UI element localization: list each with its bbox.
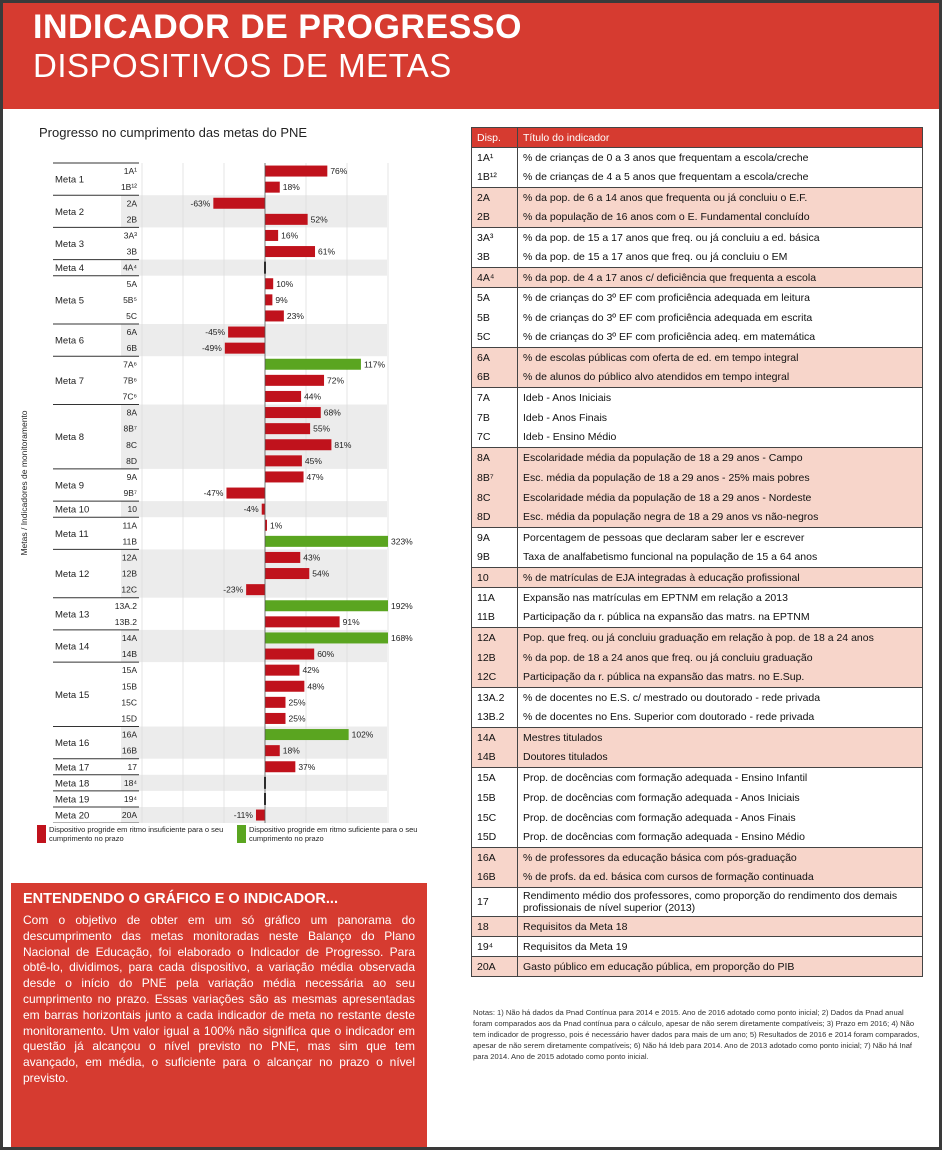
meta-label: Meta 10 — [55, 504, 90, 516]
table-row — [472, 428, 923, 448]
table-row — [472, 668, 923, 688]
indicator-title: Requisitos da Meta 19 — [518, 937, 923, 957]
table-row — [472, 508, 923, 528]
indicator-code: 20A — [472, 957, 518, 977]
indicator-title: Prop. de docências com formação adequada - Ensino Infantil — [518, 768, 923, 788]
indicator-title: Prop. de docências com formação adequada - Ensino Médio — [518, 828, 923, 848]
indicator-code: 15A — [472, 768, 518, 788]
indicator-code: 17 — [472, 888, 518, 917]
value-label: 16% — [281, 230, 299, 241]
indicator-title: % de profs. da ed. básica com cursos de formação continuada — [518, 868, 923, 888]
indicator-title: Prop. de docências com formação adequada - Anos Iniciais — [518, 788, 923, 808]
value-label: -49% — [201, 343, 222, 354]
indicator-label: 15B — [121, 681, 137, 692]
bar — [265, 713, 286, 724]
indicator-code: 11B — [472, 608, 518, 628]
indicator-label: 18⁴ — [123, 777, 137, 788]
indicator-title: % de escolas públicas com oferta de ed. em tempo integral — [518, 348, 923, 368]
meta-label: Meta 15 — [55, 689, 90, 701]
indicator-title: % de docentes no Ens. Superior com doutorado - rede privada — [518, 708, 923, 728]
bar — [262, 504, 265, 515]
table-row — [472, 548, 923, 568]
indicator-label: 2B — [126, 214, 137, 225]
indicator-code: 7C — [472, 428, 518, 448]
indicator-title: Pop. que freq. ou já concluiu graduação em relação à pop. de 18 a 24 anos — [518, 628, 923, 648]
indicator-code: 13B.2 — [472, 708, 518, 728]
bar — [265, 214, 308, 225]
indicator-code: 16A — [472, 848, 518, 868]
value-label: 18% — [282, 745, 300, 756]
indicator-label: 13B.2 — [114, 616, 137, 627]
indicator-label: 15A — [121, 665, 137, 676]
indicator-label: 2A — [126, 198, 137, 209]
meta-label: Meta 11 — [55, 528, 89, 540]
indicator-label: 6A — [126, 327, 137, 338]
bar — [265, 166, 327, 177]
indicator-title: Requisitos da Meta 18 — [518, 917, 923, 937]
value-label: 48% — [307, 681, 325, 692]
indicator-label: 7A⁶ — [123, 359, 137, 370]
table-row — [472, 708, 923, 728]
indicator-label: 14B — [121, 649, 137, 660]
indicator-title: Escolaridade média da população de 18 a 29 anos - Campo — [518, 448, 923, 468]
indicator-code: 13A.2 — [472, 688, 518, 708]
bar — [246, 584, 265, 595]
indicator-label: 15C — [121, 697, 137, 708]
legend-swatch-green — [237, 825, 246, 843]
value-label: 168% — [391, 632, 413, 643]
indicator-label: 12B — [121, 568, 137, 579]
table-row — [472, 148, 923, 168]
value-label: 52% — [310, 214, 328, 225]
meta-label: Meta 17 — [55, 762, 90, 774]
value-label: -11% — [233, 810, 253, 821]
indicator-label: 7B⁶ — [123, 375, 137, 386]
value-label: 102% — [351, 729, 374, 740]
indicator-label: 20A — [121, 810, 137, 821]
indicator-label: 15D — [121, 713, 137, 724]
meta-label: Meta 14 — [55, 641, 90, 653]
indicator-title: % de professores da educação básica com pós-graduação — [518, 848, 923, 868]
indicator-label: 5A — [126, 278, 137, 289]
indicator-code: 8D — [472, 508, 518, 528]
bar — [265, 310, 284, 321]
bar — [265, 230, 278, 241]
indicator-code: 10 — [472, 568, 518, 588]
value-label: -63% — [190, 198, 211, 209]
indicator-label: 14A — [121, 632, 137, 643]
indicator-label: 1B¹² — [120, 182, 137, 193]
bar — [265, 294, 272, 305]
indicator-label: 8C — [126, 439, 137, 450]
table-row — [472, 748, 923, 768]
indicator-code: 8A — [472, 448, 518, 468]
indicator-title: Ideb - Anos Finais — [518, 408, 923, 428]
explanation-body: Com o objetivo de obter em um só gráfico um panorama do descumprimento das metas monitoradas neste Balanço do Plano Nacional de Educação, foi elaborado o Indicador de Progresso. Para obtê-lo, dividimos, para cada dispositivo, a variação média observada desde o início do PNE pela variação média necessária ao seu cumprimento no prazo. Essas variações são as mesmas apresentadas em barras horizontais junto a cada indicador de meta no restante deste monitoramento. Um valor igual a 100% não significa que o indicador em questão já alcançou o nível previsto no PNE, mas sim que tem avançado, em média, o suficiente para o alcançar no prazo o nível previsto. — [23, 913, 415, 1085]
indicator-code: 1A¹ — [472, 148, 518, 168]
indicator-code: 2A — [472, 188, 518, 208]
legend-item-sufficient — [237, 825, 437, 843]
table-row — [472, 937, 923, 957]
meta-label: Meta 20 — [55, 810, 90, 822]
indicator-code: 19⁴ — [472, 937, 518, 957]
legend-label: Dispositivo progride em ritmo insuficiente para o seu cumprimento no prazo — [49, 825, 224, 843]
value-label: 1% — [270, 520, 283, 531]
indicator-label: 16B — [121, 745, 137, 756]
bar — [265, 439, 331, 450]
table-row — [472, 468, 923, 488]
value-label: 25% — [288, 697, 306, 708]
meta-label: Meta 12 — [55, 569, 90, 581]
value-label: 61% — [318, 246, 336, 257]
indicator-code: 4A⁴ — [472, 268, 518, 288]
indicator-label: 1A¹ — [123, 166, 137, 177]
page-subtitle: DISPOSITIVOS DE METAS — [33, 47, 452, 84]
indicator-title: Esc. média da população de 18 a 29 anos - 25% mais pobres — [518, 468, 923, 488]
bar — [265, 246, 315, 257]
indicator-code: 2B — [472, 208, 518, 228]
indicator-title: Participação da r. pública na expansão das matrs. na EPTNM — [518, 608, 923, 628]
meta-label: Meta 9 — [55, 480, 85, 492]
bar — [256, 810, 265, 821]
indicator-code: 8B⁷ — [472, 468, 518, 488]
indicator-label: 12A — [121, 552, 137, 563]
table-row — [472, 828, 923, 848]
page-title: INDICADOR DE PROGRESSO — [33, 8, 522, 46]
bar — [265, 665, 299, 676]
value-label: 55% — [313, 423, 331, 434]
value-label: 37% — [298, 761, 316, 772]
bar — [265, 600, 388, 611]
table-row — [472, 608, 923, 628]
indicator-code: 5B — [472, 308, 518, 328]
table-row — [472, 648, 923, 668]
value-label: 68% — [323, 407, 341, 418]
indicator-code: 6B — [472, 368, 518, 388]
bar — [228, 327, 265, 338]
bar — [265, 552, 300, 563]
indicator-title: Esc. média da população negra de 18 a 29 anos vs não-negros — [518, 508, 923, 528]
bar — [265, 423, 310, 434]
value-label: -45% — [205, 327, 226, 338]
indicator-code: 8C — [472, 488, 518, 508]
meta-label: Meta 19 — [55, 794, 90, 806]
meta-label: Meta 1 — [55, 174, 85, 186]
meta-label: Meta 2 — [55, 206, 85, 218]
value-label: 117% — [363, 359, 386, 370]
bar — [265, 182, 280, 193]
bar — [265, 649, 314, 660]
table-row — [472, 568, 923, 588]
bar — [226, 488, 265, 499]
value-label: 91% — [342, 616, 360, 627]
y-axis-label: Metas / Indicadores de monitoramento — [19, 410, 29, 556]
table-row — [472, 628, 923, 648]
indicator-code: 6A — [472, 348, 518, 368]
value-label: 18% — [282, 182, 300, 193]
bar — [225, 343, 265, 354]
value-label: 81% — [334, 439, 352, 450]
bar — [265, 455, 302, 466]
indicator-title: % de crianças do 3º EF com proficiência adequada em escrita — [518, 308, 923, 328]
col-header-disp: Disp. — [472, 128, 518, 148]
indicator-title: % da pop. de 6 a 14 anos que frequenta ou já concluiu o E.F. — [518, 188, 923, 208]
meta-label: Meta 13 — [55, 609, 90, 621]
meta-label: Meta 16 — [55, 738, 90, 750]
indicator-label: 7C⁶ — [122, 391, 137, 402]
indicator-title: Gasto público em educação pública, em proporção do PIB — [518, 957, 923, 977]
table-row — [472, 268, 923, 288]
indicator-code: 12A — [472, 628, 518, 648]
table-row — [472, 957, 923, 977]
indicator-label: 11A — [122, 520, 137, 531]
table-row — [472, 368, 923, 388]
bar — [265, 407, 321, 418]
indicator-label: 9A — [126, 471, 137, 482]
indicator-code: 3B — [472, 248, 518, 268]
bar — [265, 761, 295, 772]
table-row — [472, 868, 923, 888]
page — [3, 3, 939, 1147]
indicator-label: 10 — [127, 504, 137, 515]
table-row — [472, 288, 923, 308]
value-label: 25% — [288, 713, 306, 724]
indicator-label: 8B⁷ — [123, 423, 137, 434]
indicator-code: 15C — [472, 808, 518, 828]
meta-label: Meta 8 — [55, 432, 85, 444]
indicator-label: 6B — [126, 343, 137, 354]
indicator-title: Rendimento médio dos professores, como proporção do rendimento dos demais profissionais de nível superior (2013) — [518, 888, 923, 917]
value-label: 45% — [304, 455, 322, 466]
table-row — [472, 228, 923, 248]
bar — [265, 729, 349, 740]
value-label: 42% — [302, 665, 320, 676]
indicator-code: 3A³ — [472, 228, 518, 248]
indicator-title: Ideb - Ensino Médio — [518, 428, 923, 448]
value-label: 47% — [306, 471, 324, 482]
table-row — [472, 528, 923, 548]
indicator-title: Ideb - Anos Iniciais — [518, 388, 923, 408]
legend-swatch-red — [37, 825, 46, 843]
value-label: -23% — [223, 584, 244, 595]
table-row — [472, 168, 923, 188]
header-banner — [3, 3, 939, 109]
indicator-label: 3B — [126, 246, 137, 257]
bar — [265, 471, 304, 482]
table-row — [472, 188, 923, 208]
bar — [265, 278, 273, 289]
bar — [265, 632, 388, 643]
indicator-label: 19⁴ — [123, 793, 137, 804]
table-row — [472, 728, 923, 748]
value-label: 9% — [275, 294, 288, 305]
indicator-label: 5B⁵ — [123, 294, 137, 305]
indicator-label: 5C — [126, 310, 137, 321]
meta-label: Meta 18 — [55, 778, 90, 790]
indicator-label: 16A — [121, 729, 137, 740]
value-label: 10% — [276, 278, 294, 289]
indicator-title: % da pop. de 18 a 24 anos que freq. ou já concluiu graduação — [518, 648, 923, 668]
table-row — [472, 408, 923, 428]
chart-legend — [37, 825, 447, 851]
table-row — [472, 448, 923, 468]
indicator-label: 8D — [126, 455, 137, 466]
indicator-title: % de crianças do 3º EF com proficiência adeq. em matemática — [518, 328, 923, 348]
footnotes: Notas: 1) Não há dados da Pnad Contínua para 2014 e 2015. Ano de 2016 adotado como ponto inicial; 2) Dados da Pnad anual foram comparados aos da Pnad contínua para o cálculo, apesar de não serem diretamente compatíveis; 3) Prazo em 2016; 4) Não tem indicador de progresso, pois é necessário haver dados para mais de um ano; 5) Resultados de 2016 e 2014 foram comparados, apesar de não serem diretamente compatíveis; 6) Não há Ideb para 2014. Ano de 2013 adotado como ponto inicial; 7) Não há Inaf para 2014. Ano de 2015 adotado como ponto inicial. — [473, 1008, 920, 1061]
table-row — [472, 388, 923, 408]
bar — [265, 375, 324, 386]
bar — [265, 536, 388, 547]
indicator-code: 5A — [472, 288, 518, 308]
bar — [265, 568, 309, 579]
indicator-code: 1B¹² — [472, 168, 518, 188]
table-row — [472, 848, 923, 868]
indicator-label: 12C — [121, 584, 137, 595]
meta-label: Meta 3 — [55, 239, 85, 250]
bar — [213, 198, 265, 209]
indicator-title: Doutores titulados — [518, 748, 923, 768]
bar — [265, 697, 286, 708]
indicator-label: 8A — [126, 407, 137, 418]
table-row — [472, 768, 923, 788]
indicator-code: 9A — [472, 528, 518, 548]
indicator-title: Porcentagem de pessoas que declaram saber ler e escrever — [518, 528, 923, 548]
indicator-table — [471, 127, 923, 977]
bar — [265, 391, 301, 402]
meta-label: Meta 5 — [55, 295, 85, 307]
value-label: 192% — [391, 600, 413, 611]
bar — [265, 745, 280, 756]
value-label: 44% — [304, 391, 322, 402]
indicator-code: 14B — [472, 748, 518, 768]
meta-label: Meta 4 — [55, 263, 85, 275]
indicator-title: Expansão nas matrículas em EPTNM em relação a 2013 — [518, 588, 923, 608]
chart-title: Progresso no cumprimento das metas do PNE — [39, 125, 308, 140]
indicator-title: % da pop. de 15 a 17 anos que freq. ou já concluiu o EM — [518, 248, 923, 268]
table-row — [472, 488, 923, 508]
indicator-title: % de matrículas de EJA integradas à educação profissional — [518, 568, 923, 588]
table-row — [472, 308, 923, 328]
meta-label: Meta 7 — [55, 375, 85, 387]
table-row — [472, 348, 923, 368]
indicator-code: 7A — [472, 388, 518, 408]
col-header-title: Título do indicador — [518, 128, 923, 148]
table-row — [472, 917, 923, 937]
value-label: 60% — [317, 649, 335, 660]
value-label: 23% — [286, 310, 304, 321]
indicator-label: 13A.2 — [114, 600, 137, 611]
indicator-code: 12C — [472, 668, 518, 688]
meta-label: Meta 6 — [55, 335, 85, 347]
indicator-code: 12B — [472, 648, 518, 668]
indicator-label: 3A³ — [123, 230, 137, 241]
indicator-title: % da população de 16 anos com o E. Fundamental concluído — [518, 208, 923, 228]
table-row — [472, 328, 923, 348]
indicator-title: Prop. de docências com formação adequada - Anos Finais — [518, 808, 923, 828]
indicator-code: 5C — [472, 328, 518, 348]
value-label: 323% — [391, 536, 413, 547]
table-row — [472, 688, 923, 708]
bar — [265, 359, 361, 370]
indicator-code: 18 — [472, 917, 518, 937]
indicator-title: % de alunos do público alvo atendidos em tempo integral — [518, 368, 923, 388]
indicator-label: 11B — [122, 536, 137, 547]
indicator-label: 9B⁷ — [123, 488, 137, 499]
progress-bar-chart — [3, 153, 453, 823]
value-label: 76% — [330, 166, 348, 177]
explanation-title: ENTENDENDO O GRÁFICO E O INDICADOR... — [23, 891, 338, 907]
indicator-code: 15D — [472, 828, 518, 848]
table-row — [472, 808, 923, 828]
indicator-title: Mestres titulados — [518, 728, 923, 748]
indicator-title: Participação da r. pública na expansão das matrs. no E.Sup. — [518, 668, 923, 688]
indicator-title: Escolaridade média da população de 18 a 29 anos - Nordeste — [518, 488, 923, 508]
legend-item-insufficient — [37, 825, 237, 843]
value-label: -4% — [243, 504, 259, 515]
table-row — [472, 248, 923, 268]
table-row — [472, 208, 923, 228]
legend-label: Dispositivo progride em ritmo suficiente para o seu cumprimento no prazo — [249, 825, 418, 843]
indicator-title: Taxa de analfabetismo funcional na população de 15 a 64 anos — [518, 548, 923, 568]
indicator-title: % da pop. de 15 a 17 anos que freq. ou já concluiu a ed. básica — [518, 228, 923, 248]
value-label: 54% — [312, 568, 330, 579]
indicator-code: 7B — [472, 408, 518, 428]
value-label: 43% — [303, 552, 321, 563]
table-header-row — [472, 128, 923, 148]
indicator-label: 4A⁴ — [122, 262, 137, 273]
indicator-title: % de crianças do 3º EF com proficiência adequada em leitura — [518, 288, 923, 308]
indicator-label: 17 — [127, 761, 137, 772]
indicator-title: % da pop. de 4 a 17 anos c/ deficiência que frequenta a escola — [518, 268, 923, 288]
value-label: 72% — [327, 375, 345, 386]
bar — [265, 681, 304, 692]
indicator-title: % de crianças de 0 a 3 anos que frequentam a escola/creche — [518, 148, 923, 168]
bar — [265, 616, 340, 627]
indicator-title: % de docentes no E.S. c/ mestrado ou doutorado - rede privada — [518, 688, 923, 708]
indicator-code: 9B — [472, 548, 518, 568]
explanation-box — [11, 883, 427, 1147]
indicator-code: 11A — [472, 588, 518, 608]
indicator-code: 14A — [472, 728, 518, 748]
table-row — [472, 588, 923, 608]
table-row — [472, 888, 923, 917]
indicator-title: % de crianças de 4 a 5 anos que frequentam a escola/creche — [518, 168, 923, 188]
indicator-code: 15B — [472, 788, 518, 808]
indicator-code: 16B — [472, 868, 518, 888]
table-row — [472, 788, 923, 808]
value-label: -47% — [203, 488, 224, 499]
